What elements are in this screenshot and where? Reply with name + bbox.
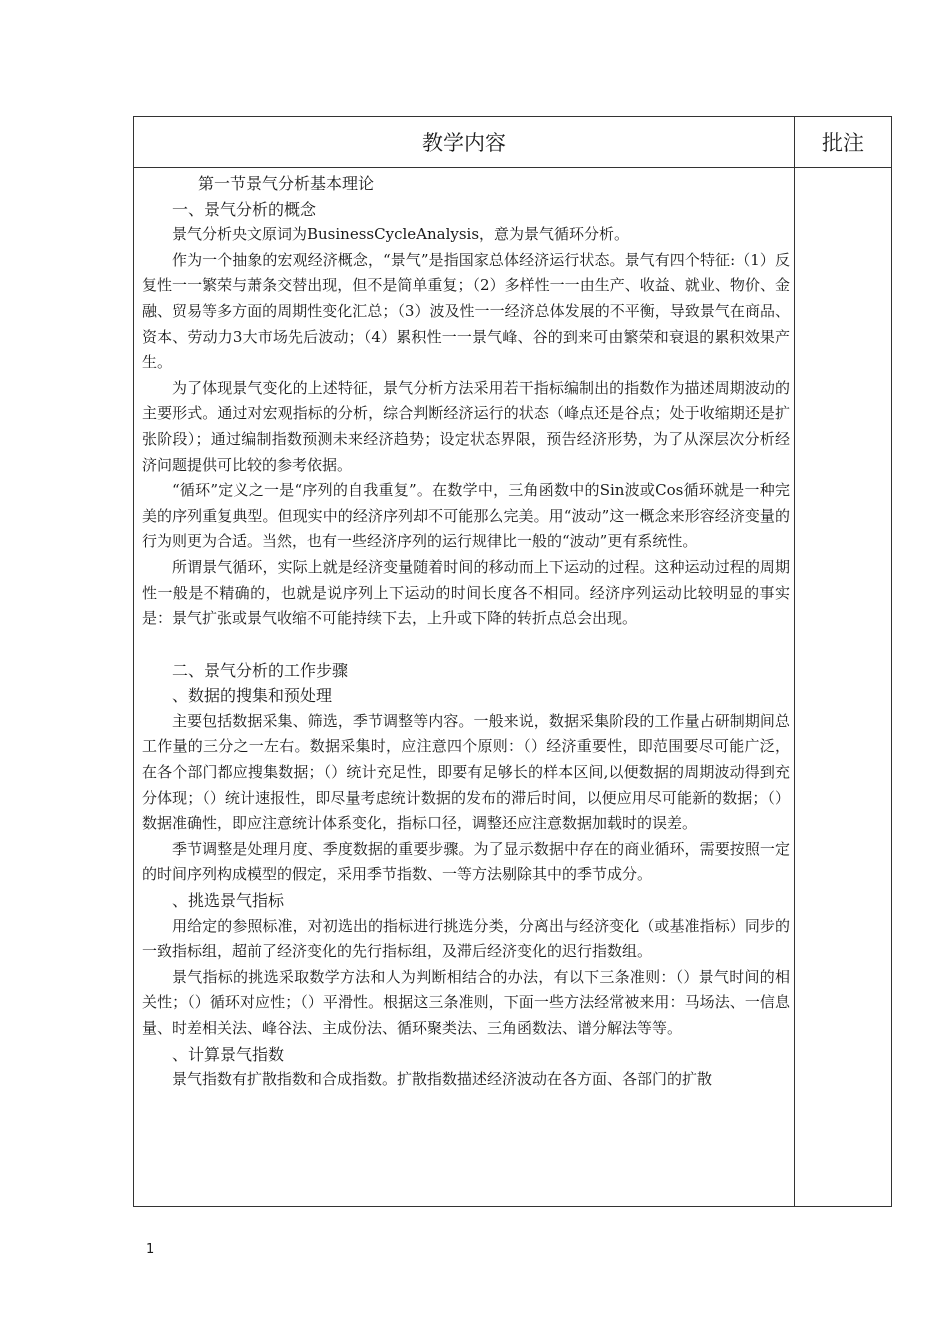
subsection-title-steps: 二、景气分析的工作步骤 — [172, 660, 349, 680]
header-content-cell: 教学内容 — [134, 117, 795, 168]
paragraph-10: 景气指数有扩散指数和合成指数。扩散指数描述经济波动在各方面、各部门的扩散 — [172, 1070, 713, 1089]
paragraph-2: 作为一个抽象的宏观经济概念，“景气”是指国家总体经济运行状态。景气有四个特征:（1）反复性一一繁荣与萧条交替出现，但不是简单重复；（2）多样性一一由生产、收益、就业、物价、金融、贸易等多方面的周期性变化汇总；（3）波及性一一经济总体发展的不平衡，导致景气在商品、资本、劳动力3大市场先后波动；（4）累积性一一景气峰、谷的到来可由繁荣和衰退的累积效果产生。 — [142, 250, 790, 372]
step-title-indicators: 、挑选景气指标 — [172, 891, 285, 911]
header-notes-cell: 批注 — [795, 117, 892, 168]
paragraph-5: 所谓景气循环，实际上就是经济变量随着时间的移动而上下运动的过程。这种运动过程的周期性一般是不精确的，也就是说序列上下运动的时间长度各不相同。经济序列运动比较明显的事实是：景气扩张或景气收缩不可能持续下去，上升或下降的转折点总会出现。 — [142, 557, 790, 628]
content-cell — [134, 168, 795, 1207]
paragraph-3: 为了体现景气变化的上述特征，景气分析方法采用若干指标编制出的指数作为描述周期波动的主要形式。通过对宏观指标的分析，综合判断经济运行的状态（峰点还是谷点；处于收缩期还是扩张阶段）；通过编制指数预测未来经济趋势；设定状态界限，预告经济形势，为了从深层次分析经济问题提供可比较的参考依据。 — [142, 378, 790, 474]
table-body-row — [134, 168, 892, 1207]
paragraph-6: 主要包括数据采集、筛选，季节调整等内容。一般来说，数据采集阶段的工作量占研制期间总工作量的三分之一左右。数据采集时，应注意四个原则：（）经济重要性，即范围要尽可能广泛，在各个部门都应搜集数据；（）统计充足性，即要有足够长的样本区间,以便数据的周期波动得到充分体现；（）统计速报性，即尽量考虑统计数据的发布的滞后时间，以便应用尽可能新的数据；（）数据准确性，即应注意统计体系变化，指标口径，调整还应注意数据加载时的误差。 — [142, 711, 790, 833]
paragraph-8: 用给定的参照标准，对初选出的指标进行挑选分类，分离出与经济变化（或基准指标）同步的一致指标组，超前了经济变化的先行指标组，及滞后经济变化的迟行指数组。 — [142, 916, 790, 961]
notes-cell — [795, 168, 892, 1207]
paragraph-9: 景气指标的挑选采取数学方法和人为判断相结合的办法，有以下三条准则：（）景气时间的相关性；（）循环对应性；（）平滑性。根据这三条准则，下面一些方法经常被来用：马场法、一信息量、时差相关法、峰谷法、主成份法、循环聚类法、三角函数法、谱分解法等等。 — [142, 967, 790, 1037]
table-header-row — [134, 117, 892, 168]
paragraph-gap — [142, 632, 790, 658]
content-table — [133, 116, 892, 1207]
step-title-compute: 、计算景气指数 — [172, 1044, 285, 1064]
subsection-title-concept: 一、景气分析的概念 — [172, 199, 317, 219]
paragraph-7: 季节调整是处理月度、季度数据的重要步骤。为了显示数据中存在的商业循环，需要按照一定的时间序列构成模型的假定，采用季节指数、一等方法剔除其中的季节成分。 — [142, 839, 790, 884]
document-page — [133, 116, 889, 1208]
paragraph-1: 景气分析央文原词为BusinessCycleAnalysis，意为景气循环分析。 — [172, 225, 630, 244]
page-number: 1 — [146, 1242, 155, 1257]
section-title: 第一节景气分析基本理论 — [198, 174, 375, 193]
step-title-data: 、数据的搜集和预处理 — [172, 686, 333, 706]
paragraph-4: “循环”定义之一是“序列的自我重复”。在数学中，三角函数中的Sin波或Cos循环就是一种完美的序列重复典型。但现实中的经济序列却不可能那么完美。用“波动”这一概念来形容经济变量的行为则更为合适。当然，也有一些经济序列的运行规律比一般的“波动”更有系统性。 — [142, 481, 790, 551]
